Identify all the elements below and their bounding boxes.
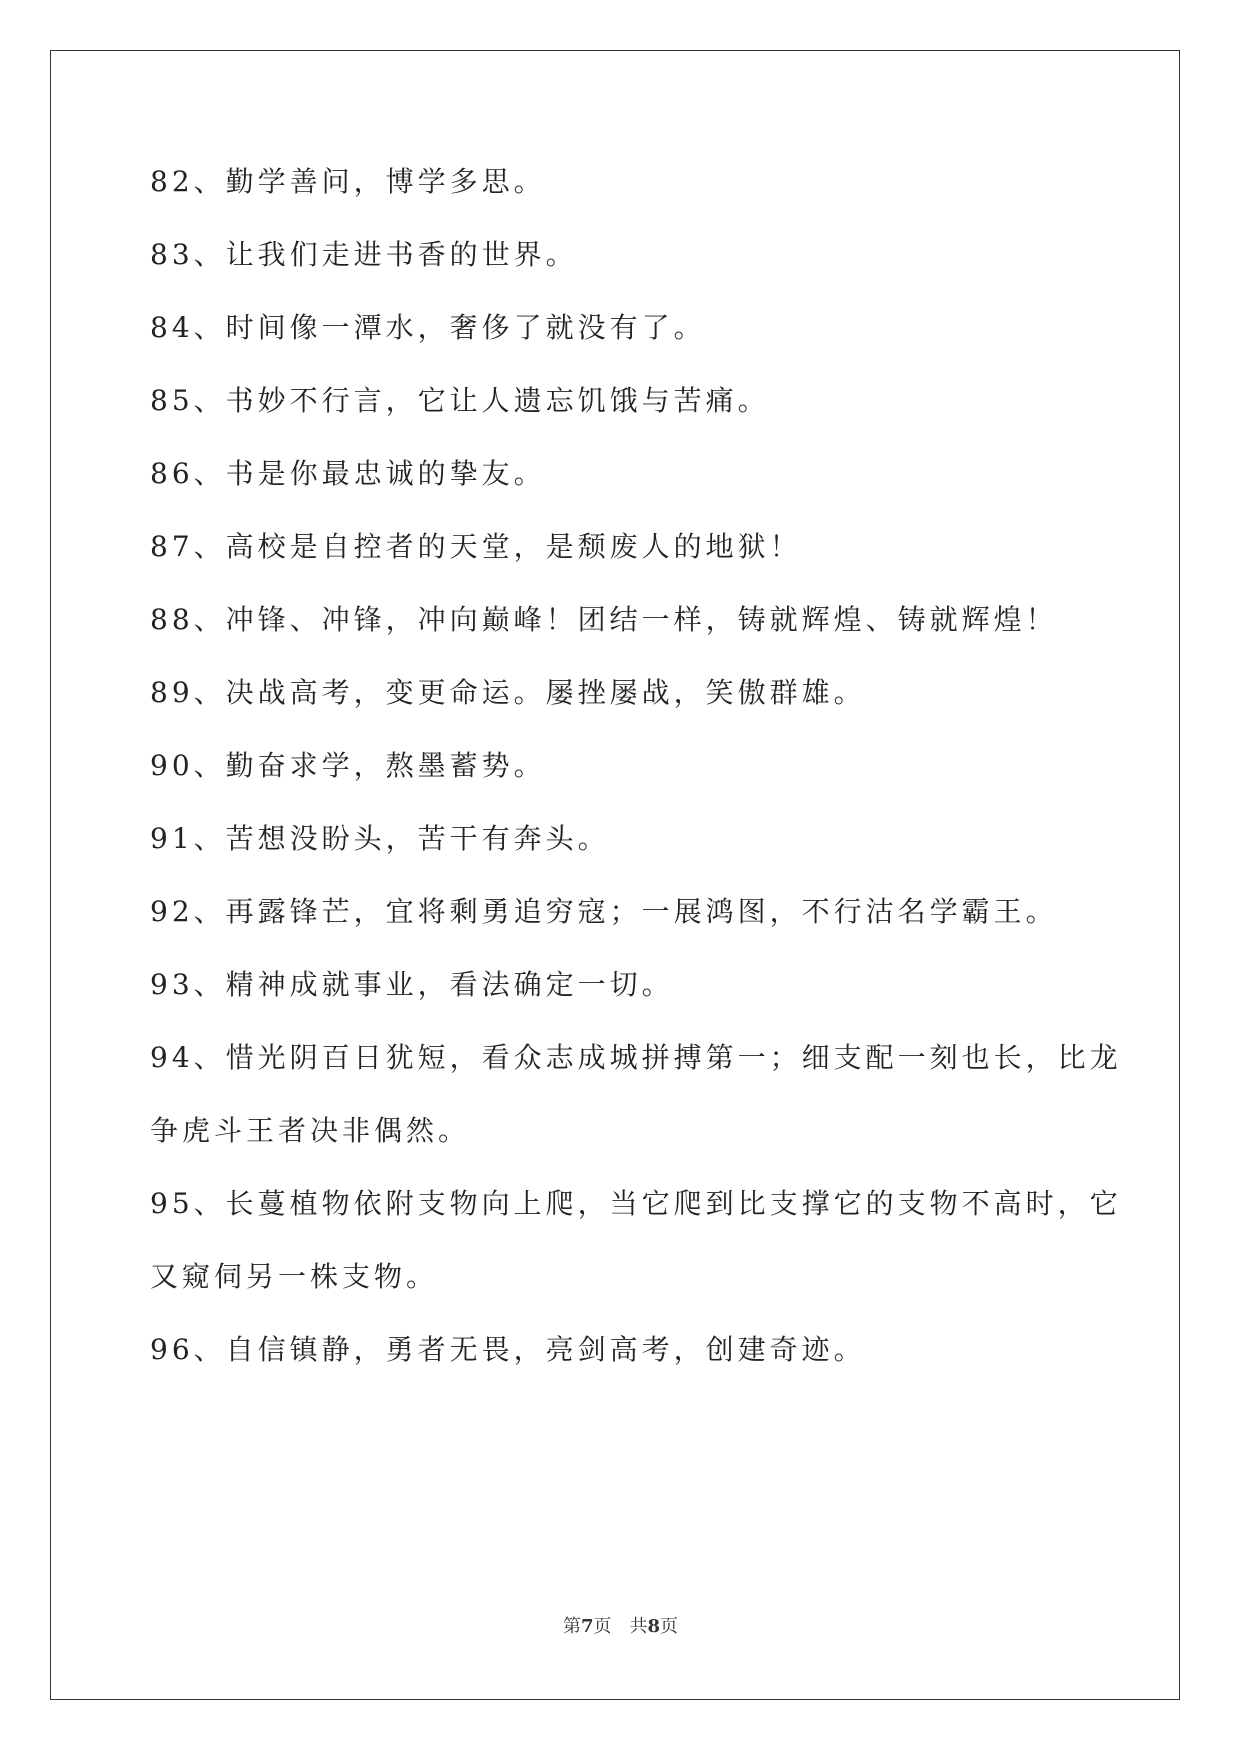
text-line: 90、勤奋求学，熬墨蓄势。 (150, 749, 546, 782)
text-line: 86、书是你最忠诚的挚友。 (150, 457, 546, 490)
page-footer (0, 1612, 1241, 1638)
text-line: 95、长蔓植物依附支物向上爬，当它爬到比支撑它的支物不高时，它 (150, 1187, 1122, 1220)
current-page-number: 7 (580, 1616, 594, 1637)
text-line: 89、决战高考，变更命运。屡挫屡战，笑傲群雄。 (150, 676, 866, 709)
text-line: 争虎斗王者决非偶然。 (150, 1114, 471, 1147)
text-line: 94、惜光阴百日犹短，看众志成城拼搏第一；细支配一刻也长，比龙 (150, 1041, 1122, 1074)
text-line: 又窥伺另一株支物。 (150, 1260, 439, 1293)
footer-prefix: 第 (562, 1616, 581, 1637)
text-line: 91、苦想没盼头，苦干有奔头。 (150, 822, 610, 855)
text-line: 92、再露锋芒，宜将剩勇追穷寇；一展鸿图，不行沽名学霸王。 (150, 895, 1058, 928)
text-line: 85、书妙不行言，它让人遗忘饥饿与苦痛。 (150, 384, 770, 417)
text-line: 88、冲锋、冲锋，冲向巅峰！团结一样，铸就辉煌、铸就辉煌！ (150, 603, 1058, 636)
total-page-number: 8 (647, 1616, 661, 1637)
text-line: 84、时间像一潭水，奢侈了就没有了。 (150, 311, 706, 344)
footer-suffix: 页 (660, 1616, 679, 1637)
text-line: 82、勤学善问，博学多思。 (150, 165, 546, 198)
text-line: 96、自信镇静，勇者无畏，亮剑高考，创建奇迹。 (150, 1333, 866, 1366)
footer-mid: 页 共 (593, 1616, 648, 1637)
text-line: 87、高校是自控者的天堂，是颓废人的地狱！ (150, 530, 802, 563)
page-border (50, 50, 1180, 1700)
text-line: 93、精神成就事业，看法确定一切。 (150, 968, 674, 1001)
text-line: 83、让我们走进书香的世界。 (150, 238, 578, 271)
